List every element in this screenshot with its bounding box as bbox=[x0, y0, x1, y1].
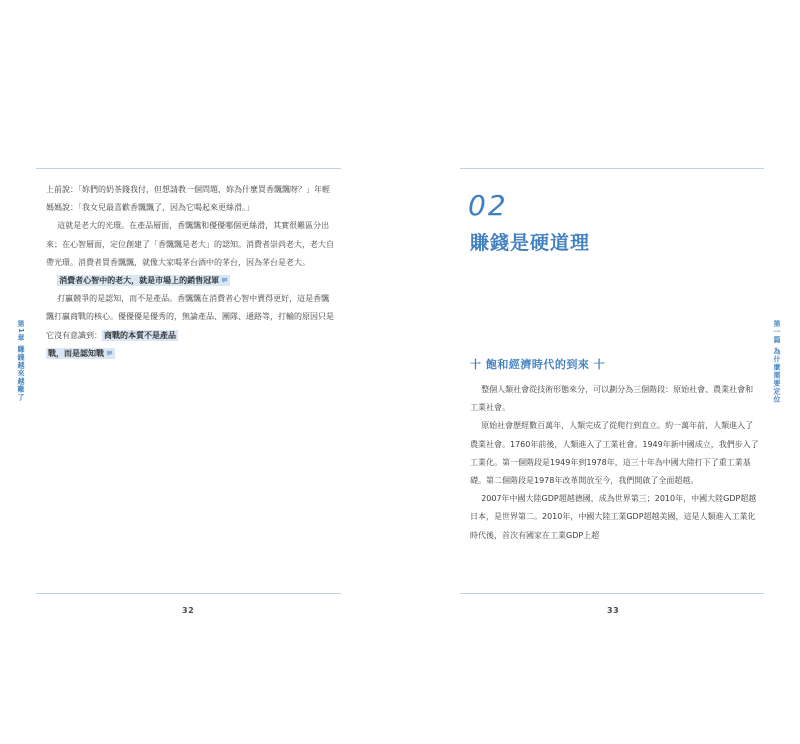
highlight-text: 商戰的本質不是產品 bbox=[104, 330, 176, 340]
bottom-rule bbox=[36, 593, 341, 594]
top-rule bbox=[460, 168, 764, 169]
page-number: 33 bbox=[607, 606, 620, 615]
body-text bbox=[470, 381, 760, 545]
top-rule bbox=[36, 168, 341, 169]
body-text bbox=[46, 181, 336, 363]
chapter-title: 賺錢是硬道理 bbox=[470, 232, 591, 254]
highlight-text bbox=[46, 348, 115, 359]
note-icon bbox=[221, 277, 228, 284]
highlight-label: 戰，而是認知戰 bbox=[48, 348, 104, 358]
paragraph bbox=[46, 345, 336, 363]
paragraph: 原始社會歷經數百萬年，人類完成了從爬行到直立。約一萬年前，人類進入了農業社會。1760年前後，人類進入了工業社會。1949年新中國成立，我們步入了工業化。第一個階段是1949年到1978年，這三十年為中國大陸打下了重工業基礎。第二個階段是1978年改革開放至今，我們開啟了全面超越。 bbox=[470, 421, 759, 486]
bottom-rule bbox=[460, 593, 764, 594]
highlight-text bbox=[57, 275, 230, 286]
part-side-tab: 第一篇 為什麼需要定位 bbox=[773, 320, 781, 404]
paragraph: 上前說：「妳們的奶茶錢我付，但想請教一個問題，妳為什麼買香飄飄呀？」年輕媽媽說：「我女兒最喜歡香飄飄了，因為它喝起來更絲滑。」 bbox=[46, 185, 330, 213]
highlight-paragraph bbox=[46, 272, 336, 290]
paragraph bbox=[46, 290, 336, 345]
highlight-label: 消費者心智中的老大，就是市場上的銷售冠軍 bbox=[59, 276, 220, 286]
paragraph-text: 打贏競爭的是認知，而不是產品。香飄飄在消費者心智中賣得更好，這是香飄飄打贏商戰的核心。優優優是優秀的，無論產品、團隊、通路等，打輸的原因只是它沒有意識到： bbox=[46, 294, 334, 340]
paragraph: 整個人類社會從技術形態來分，可以劃分為三個階段：原始社會、農業社會和工業社會。 bbox=[470, 385, 754, 413]
right-page bbox=[400, 0, 800, 744]
note-icon bbox=[106, 350, 113, 357]
paragraph: 這就是老大的光環。在產品層面，香飄飄和優優哪個更絲滑，其實很難區分出來；在心智層面，定位創建了「香飄飄是老大」的認知。消費者崇尚老大，老大自帶光環。消費者買香飄飄，就像大家喝茅台酒中的茅台，因為茅台是老大。 bbox=[46, 221, 334, 267]
page-number: 32 bbox=[182, 606, 195, 615]
section-heading: 十 飽和經濟時代的到來 十 bbox=[470, 358, 606, 371]
paragraph: 2007年中國大陸GDP超越德國，成為世界第三；2010年，中國大陸GDP超越日本，是世界第二。2010年，中國大陸工業GDP超越美國，這是人類進入工業化時代後，首次有國家在工業GDP上超 bbox=[470, 494, 757, 540]
chapter-side-tab: 第1章 賺錢越來越難了 bbox=[17, 320, 25, 402]
chapter-number: 02 bbox=[468, 189, 508, 222]
